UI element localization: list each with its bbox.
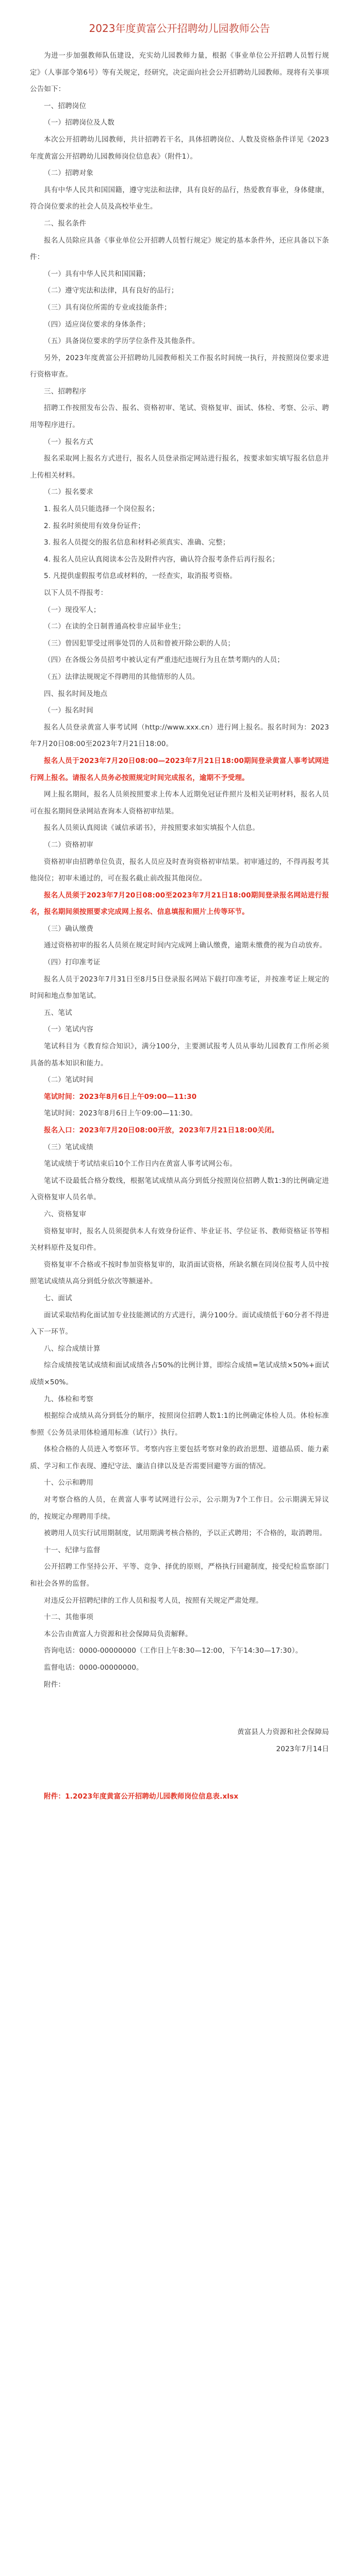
list-item: （四）适应岗位要求的身体条件； <box>44 320 150 329</box>
paragraph: 笔试时间：2023年8月6日上午09:00—11:30。 <box>44 1109 197 1118</box>
sub-heading: （一）招聘岗位及人数 <box>44 118 115 127</box>
list-item: （三）曾因犯罪受过刑事处罚的人员和曾被开除公职的人员； <box>44 639 235 648</box>
list-item: （五）具备岗位要求的学历学位条件及其他条件。 <box>44 337 200 346</box>
list-item: （二）在读的全日制普通高校非应届毕业生； <box>44 622 185 631</box>
list-item: 5. 凡提供虚假报考信息或材料的，一经查实，取消报考资格。 <box>44 572 237 581</box>
sub-heading: （一）笔试内容 <box>44 1025 93 1034</box>
paragraph: 资格初审由招聘单位负责，报名人员应及时查询资格初审结果。初审通过的，不得再报考其他岗位；初审未通过的，可在报名截止前改报其他岗位。 <box>30 857 329 883</box>
document-title: 2023年度黄富公开招聘幼儿园教师公告 <box>89 22 270 35</box>
paragraph: 体检合格的人员进入考察环节。考察内容主要包括考察对象的政治思想、道德品质、能力素质、学习和工作表现、遵纪守法、廉洁自律以及是否需要回避等方面的情况。 <box>30 1445 329 1470</box>
sub-heading: （三）确认缴费 <box>44 924 93 933</box>
list-item: （一）现役军人； <box>44 605 101 614</box>
contact-phone: 咨询电话：0000-00000000（工作日上午8:30—12:00，下午14:30—17:30）。 <box>44 1647 303 1655</box>
list-item: 4. 报名人员应认真阅读本公告及附件内容，确认符合报考条件后再行报名； <box>44 555 280 564</box>
sub-heading: （一）报名方式 <box>44 437 93 446</box>
paragraph: 面试采取结构化面试加专业技能测试的方式进行，满分100分。面试成绩低于60分者不得进入下一环节。 <box>30 1311 329 1336</box>
highlight-notice: 报名人员须于2023年7月20日08:00至2023年7月21日18:00期间登录报名网站进行报名，报名期间须按照要求完成网上报名、信息填报和照片上传等环节。 <box>30 891 329 917</box>
list-item: （四）在各级公务员招考中被认定有严重违纪违规行为且在禁考期内的人员； <box>44 656 284 665</box>
paragraph: 对违反公开招聘纪律的工作人员和报考人员，按照有关规定严肃处理。 <box>44 1596 263 1605</box>
paragraph: 资格复审不合格或不按时参加资格复审的，取消面试资格，所缺名额在同岗位报考人员中按照笔试成绩从高分到低分依次等额递补。 <box>30 1260 329 1286</box>
list-item: 1. 报名人员只能选择一个岗位报名； <box>44 505 159 514</box>
paragraph: 报名人员除应具备《事业单位公开招聘人员暂行规定》规定的基本条件外，还应具备以下条件： <box>30 236 329 262</box>
paragraph: 网上报名期间，报名人员须按照要求上传本人近期免冠证件照片及相关证明材料，报名人员可在报名期间登录网站查询本人资格初审结果。 <box>30 790 329 816</box>
paragraph: 招聘工作按照发布公告、报名、资格初审、笔试、资格复审、面试、体检、考察、公示、聘用等程序进行。 <box>30 404 329 430</box>
attachment-link[interactable]: 附件：1.2023年度黄富公开招聘幼儿园教师岗位信息表.xlsx <box>44 1792 239 1801</box>
paragraph: 被聘用人员实行试用期制度，试用期满考核合格的，予以正式聘用；不合格的，取消聘用。 <box>44 1529 327 1538</box>
sub-heading: （四）打印准考证 <box>44 958 101 967</box>
section-heading: 三、招聘程序 <box>44 387 87 396</box>
sub-heading: （二）报名要求 <box>44 488 93 497</box>
issuer: 黄富县人力资源和社会保障局 <box>237 1728 329 1737</box>
paragraph: 根据综合成绩从高分到低分的顺序，按照岗位招聘人数1:1的比例确定体检人员。体检标准参照《公务员录用体检通用标准（试行）》执行。 <box>30 1412 329 1437</box>
section-heading: 二、报名条件 <box>44 219 87 228</box>
paragraph: 另外，2023年度黄富公开招聘幼儿园教师相关工作报名时间统一执行，并按照岗位要求进行资格审查。 <box>30 353 329 379</box>
section-heading: 十、公示和聘用 <box>44 1479 93 1487</box>
exam-time-highlight: 笔试时间：2023年8月6日上午09:00—11:30 <box>44 1092 197 1101</box>
attachment-label: 附件： <box>44 1680 66 1689</box>
paragraph: 资格复审时，报名人员须提供本人有效身份证件、毕业证书、学位证书、教师资格证书等相关材料原件及复印件。 <box>30 1227 329 1252</box>
paragraph: 笔试不设最低合格分数线，根据笔试成绩从高分到低分按照岗位招聘人数1:3的比例确定进入资格复审人员名单。 <box>30 1176 329 1202</box>
list-item: （五）法律法规规定不得聘用的其他情形的人员。 <box>44 672 200 681</box>
highlight-notice: 报名人员于2023年7月20日08:00—2023年7月21日18:00期间登录黄富人事考试网进行网上报名。请报名人员务必按照规定时间完成报名，逾期不予受理。 <box>30 756 329 782</box>
highlight-notice: 报名入口：2023年7月20日08:00开放，2023年7月21日18:00关闭。 <box>44 1126 279 1134</box>
paragraph: 通过资格初审的报名人员须在规定时间内完成网上确认缴费，逾期未缴费的视为自动放弃。 <box>44 941 327 950</box>
section-heading: 八、综合成绩计算 <box>44 1344 101 1353</box>
section-heading: 七、面试 <box>44 1294 72 1302</box>
spacer <box>30 1757 329 1788</box>
section-heading: 六、资格复审 <box>44 1210 87 1218</box>
paragraph: 报名人员登录黄富人事考试网（http://www.xxx.cn）进行网上报名。报名时间为：2023年7月20日08:00至2023年7月21日18:00。 <box>30 723 329 749</box>
paragraph: 以下人员不得报考： <box>44 589 108 597</box>
section-heading: 一、招聘岗位 <box>44 101 87 110</box>
paragraph: 公开招聘工作坚持公开、平等、竞争、择优的原则，严格执行回避制度，接受纪检监察部门和社会各界的监督。 <box>30 1563 329 1588</box>
list-item: （三）具有岗位所需的专业或技能条件； <box>44 303 171 312</box>
sub-heading: （二）笔试时间 <box>44 1076 93 1084</box>
paragraph: 笔试成绩于考试结束后10个工作日内在黄富人事考试网公布。 <box>44 1160 237 1168</box>
list-item: 3. 报名人员提交的报名信息和材料必须真实、准确、完整； <box>44 538 230 547</box>
issue-date: 2023年7月14日 <box>276 1744 329 1753</box>
section-heading: 十一、纪律与监督 <box>44 1546 101 1554</box>
supervision-phone: 监督电话：0000-00000000。 <box>44 1664 143 1672</box>
section-heading: 九、体检和考察 <box>44 1395 93 1403</box>
list-item: 2. 报名时须使用有效身份证件； <box>44 521 145 530</box>
paragraph: 报名人员于2023年7月31日至8月5日登录报名网站下载打印准考证，并按准考证上规定的时间和地点参加笔试。 <box>30 975 329 1001</box>
list-item: （二）遵守宪法和法律，具有良好的品行； <box>44 286 178 295</box>
section-heading: 十二、其他事项 <box>44 1613 93 1622</box>
paragraph: 报名人员须认真阅读《诚信承诺书》，并按照要求如实填报个人信息。 <box>44 824 259 833</box>
list-item: （一）具有中华人民共和国国籍； <box>44 269 150 278</box>
spacer <box>30 1693 329 1724</box>
sub-heading: （一）报名时间 <box>44 706 93 715</box>
sub-heading: （二）资格初审 <box>44 840 93 849</box>
paragraph: 报名采取网上报名方式进行，报名人员登录指定网站进行报名，按要求如实填写报名信息并上传相关材料。 <box>30 454 329 480</box>
paragraph: 具有中华人民共和国国籍，遵守宪法和法律，具有良好的品行，热爱教育事业，身体健康，符合岗位要求的社会人员及高校毕业生。 <box>30 185 329 211</box>
sub-heading: （二）招聘对象 <box>44 169 93 178</box>
paragraph: 综合成绩按笔试成绩和面试成绩各占50%的比例计算，即综合成绩=笔试成绩×50%+面试成绩×50%。 <box>30 1361 329 1386</box>
section-heading: 四、报名时间及地点 <box>44 689 108 698</box>
section-heading: 五、笔试 <box>44 1008 72 1017</box>
paragraph: 对考察合格的人员，在黄富人事考试网进行公示，公示期为7个工作日。公示期满无异议的，按规定办理聘用手续。 <box>30 1496 329 1521</box>
paragraph: 笔试科目为《教育综合知识》，满分100分，主要测试报考人员从事幼儿园教育工作所必须具备的基本知识和能力。 <box>30 1042 329 1067</box>
sub-heading: （三）笔试成绩 <box>44 1143 93 1151</box>
paragraph: 为进一步加强教师队伍建设，充实幼儿园教师力量，根据《事业单位公开招聘人员暂行规定》（人事部令第6号）等有关规定，经研究，决定面向社会公开招聘幼儿园教师。现将有关事项公告如下： <box>30 52 329 94</box>
paragraph: 本公告由黄富人力资源和社会保障局负责解释。 <box>44 1630 192 1638</box>
paragraph: 本次公开招聘幼儿园教师，共计招聘若干名，具体招聘岗位、人数及资格条件详见《2023年度黄富公开招聘幼儿园教师岗位信息表》（附件1）。 <box>30 135 329 161</box>
